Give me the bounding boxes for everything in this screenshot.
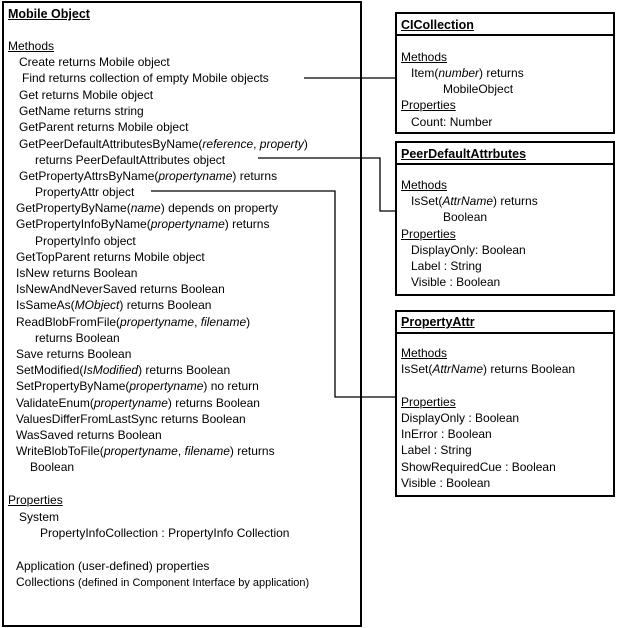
method-find: Find returns collection of empty Mobile objects <box>22 71 269 85</box>
peerdefaultattributes-property: DisplayOnly: Boolean <box>411 243 526 257</box>
method-getpropertyinfobyname: GetPropertyInfoByName(propertyname) returns <box>16 217 270 231</box>
cicollection-properties-heading: Properties <box>401 98 456 112</box>
method-getparent: GetParent returns Mobile object <box>19 120 189 134</box>
propertyattr-title: PropertyAttr <box>401 315 475 329</box>
method-get: Get returns Mobile object <box>19 88 154 102</box>
method-writeblobtofile-returns: Boolean <box>30 460 75 474</box>
method-getpropertyattrsbyname-returns: PropertyAttr object <box>35 185 135 199</box>
peerdefaultattributes-methods-heading: Methods <box>401 178 448 192</box>
cicollection-method-item: Item(number) returns <box>411 66 524 80</box>
method-readblobfromfile-returns: returns Boolean <box>35 331 120 345</box>
method-wassaved: WasSaved returns Boolean <box>16 428 162 442</box>
propertyattr-property: Visible : Boolean <box>401 476 491 490</box>
propertyattr-title-separator <box>397 332 613 334</box>
cicollection-property-count: Count: Number <box>411 115 493 129</box>
peerdefaultattributes-title: PeerDefaultAttrbutes <box>401 147 527 161</box>
peerdefaultattributes-method-isset: IsSet(AttrName) returns <box>411 194 538 208</box>
mobile-object-system-item: PropertyInfoCollection : PropertyInfo Collection <box>40 526 290 540</box>
propertyattr-method-isset: IsSet(AttrName) returns Boolean <box>401 362 576 376</box>
method-writeblobtofile: WriteBlobToFile(propertyname, filename) returns <box>16 444 275 458</box>
method-valuesdifferfromlastsync: ValuesDifferFromLastSync returns Boolean <box>16 412 246 426</box>
method-getpeerdefaultattributesbyname-returns: returns PeerDefaultAttributes object <box>35 153 226 167</box>
method-setpropertybyname: SetPropertyByName(propertyname) no return <box>16 379 259 393</box>
cicollection-title: CICollection <box>401 18 474 32</box>
method-issameas: IsSameAs(MObject) returns Boolean <box>16 298 212 312</box>
method-getpeerdefaultattributesbyname: GetPeerDefaultAttributesByName(reference, property) <box>19 137 308 151</box>
mobile-object-title: Mobile Object <box>8 7 90 21</box>
peerdefaultattributes-title-separator <box>397 163 613 165</box>
mobile-object-system-label: System <box>19 510 60 524</box>
collections-label: Collections <box>16 575 75 589</box>
propertyattr-property: DisplayOnly : Boolean <box>401 411 520 425</box>
peerdefaultattributes-method-isset-returns: Boolean <box>443 210 488 224</box>
mobile-object-app-properties: Application (user-defined) properties <box>16 559 210 573</box>
propertyattr-properties-heading: Properties <box>401 395 456 409</box>
collections-note: (defined in Component Interface by application) <box>78 577 310 589</box>
mobile-object-collections <box>16 575 309 590</box>
peerdefaultattributes-properties-heading: Properties <box>401 227 456 241</box>
propertyattr-methods-heading: Methods <box>401 346 448 360</box>
method-isnewandneversaved: IsNewAndNeverSaved returns Boolean <box>16 282 225 296</box>
method-getpropertyinfobyname-returns: PropertyInfo object <box>35 234 136 248</box>
mobile-object-methods-heading: Methods <box>8 39 55 53</box>
method-create: Create returns Mobile object <box>19 55 170 69</box>
method-setmodified: SetModified(IsModified) returns Boolean <box>16 363 231 377</box>
cicollection-title-separator <box>397 34 613 36</box>
peerdefaultattributes-property: Label : String <box>411 259 482 273</box>
method-getname: GetName returns string <box>19 104 144 118</box>
method-gettopparent: GetTopParent returns Mobile object <box>16 250 205 264</box>
propertyattr-property: InError : Boolean <box>401 427 492 441</box>
propertyattr-property: Label : String <box>401 443 472 457</box>
method-isnew: IsNew returns Boolean <box>16 266 138 280</box>
cicollection-methods-heading: Methods <box>401 50 448 64</box>
method-getpropertyattrsbyname: GetPropertyAttrsByName(propertyname) returns <box>19 169 278 183</box>
mobile-object-properties-heading: Properties <box>8 493 63 507</box>
method-validateenum: ValidateEnum(propertyname) returns Boolean <box>16 396 260 410</box>
method-getpropertybyname: GetPropertyByName(name) depends on property <box>16 201 279 215</box>
method-readblobfromfile: ReadBlobFromFile(propertyname, filename) <box>16 315 251 329</box>
peerdefaultattributes-property: Visible : Boolean <box>411 275 501 289</box>
cicollection-method-item-returns: MobileObject <box>443 82 514 96</box>
propertyattr-property: ShowRequiredCue : Boolean <box>401 460 556 474</box>
method-save: Save returns Boolean <box>16 347 132 361</box>
